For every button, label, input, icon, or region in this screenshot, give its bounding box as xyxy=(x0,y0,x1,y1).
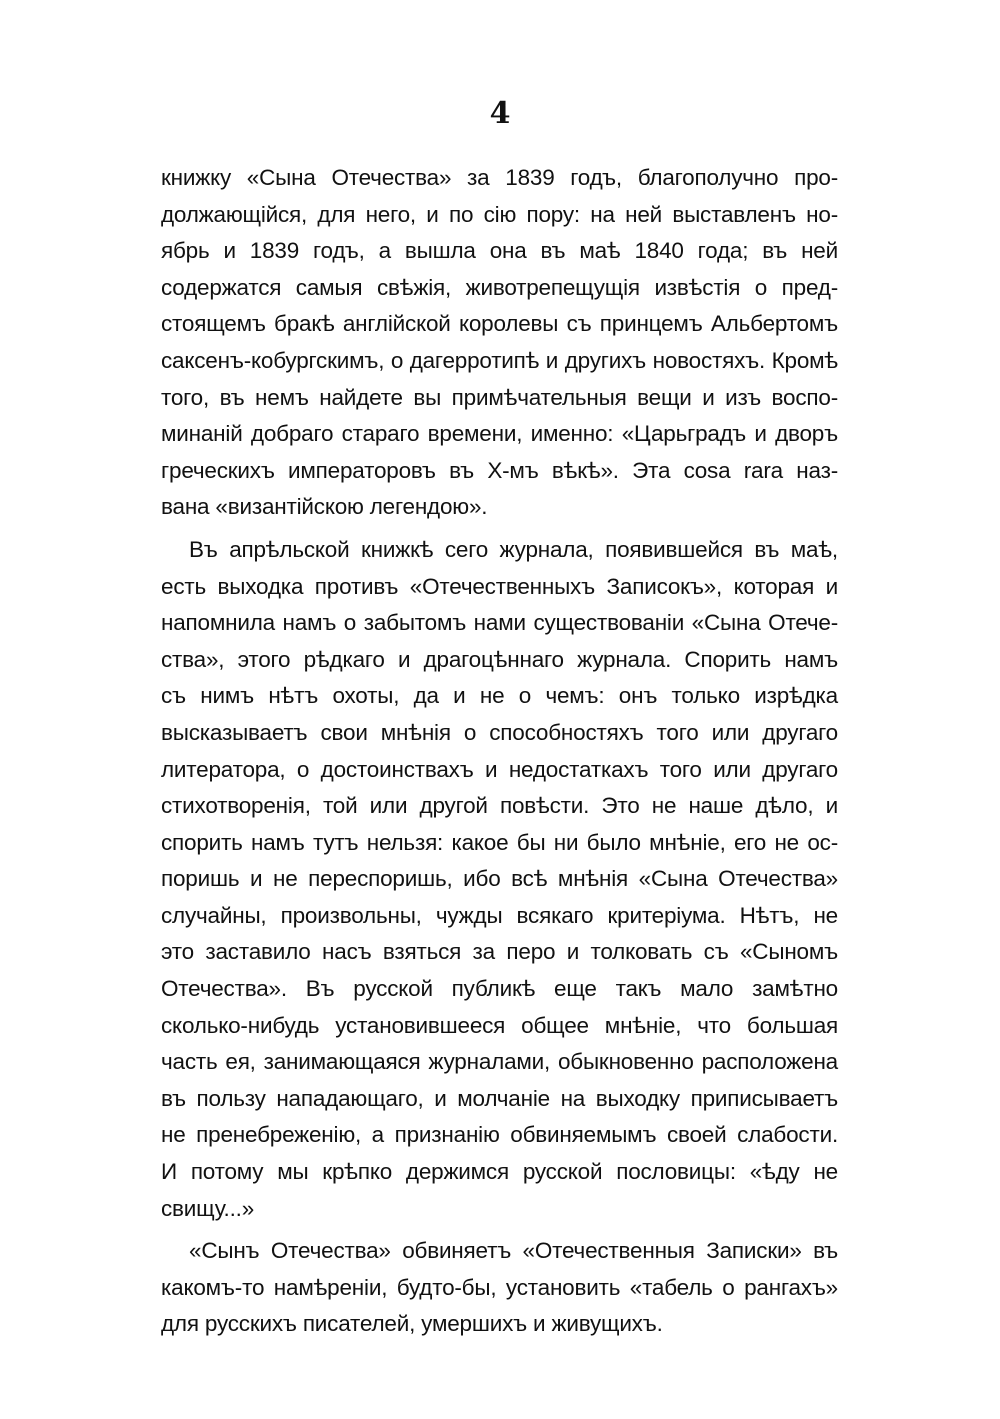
text-line: ябрь и 1839 годъ, а вышла она въ маѣ 1840 года; въ ней xyxy=(161,238,838,264)
text-line: литератора, о достоинствахъ и недостаткахъ того или другаго xyxy=(161,756,838,782)
text-line: «Сынъ Отечества» обвиняетъ «Отечественныя Записки» въ xyxy=(189,1238,838,1264)
text-line: это заставило насъ взяться за перо и толковать съ «Сыномъ xyxy=(161,939,838,965)
text-line: ства», этого рѣдкаго и драгоцѣннаго журнала. Спорить намъ xyxy=(161,646,838,672)
text-line: не пренебреженію, а признанію обвиняемымъ своей слабости. xyxy=(161,1122,838,1148)
text-line: въ пользу нападающаго, и молчаніе на выходку приписываетъ xyxy=(161,1085,838,1111)
text-line: какомъ-то намѣреніи, будто-бы, установить «табель о рангахъ» xyxy=(161,1274,838,1300)
text-line: минаній добраго стараго времени, именно: «Царьградъ и дворъ xyxy=(161,421,838,447)
text-line: саксенъ-кобургскимъ, о дагерротипѣ и другихъ новостяхъ. Кромѣ xyxy=(161,347,838,373)
body-text xyxy=(161,160,838,1343)
text-line: И потому мы крѣпко держимся русской пословицы: «ѣду не xyxy=(161,1159,838,1185)
text-line: содержатся самыя свѣжія, животрепещущія извѣстія о пред- xyxy=(161,274,838,300)
paragraph xyxy=(161,532,838,1227)
text-line: стоящемъ бракѣ англійской королевы съ принцемъ Альбертомъ xyxy=(161,311,838,337)
text-line: того, въ немъ найдете вы примѣчательныя вещи и изъ воспо- xyxy=(161,384,838,410)
text-line: свищу...» xyxy=(161,1195,255,1221)
text-line: сколько-нибудь установившееся общее мнѣніе, что большая xyxy=(161,1012,838,1038)
paragraph xyxy=(161,160,838,526)
text-line: есть выходка противъ «Отечественныхъ Записокъ», которая и xyxy=(161,573,838,599)
text-line: должающійся, для него, и по сію пору: на ней выставленъ но- xyxy=(161,201,838,227)
text-line: поришь и не переспоришь, ибо всѣ мнѣнія «Сына Отечества» xyxy=(161,866,838,892)
text-line: для русскихъ писателей, умершихъ и живущихъ. xyxy=(161,1311,663,1337)
text-line: Въ апрѣльской книжкѣ сего журнала, появившейся въ маѣ, xyxy=(189,536,838,562)
text-line: стихотворенія, той или другой повѣсти. Это не наше дѣло, и xyxy=(161,793,838,819)
text-line: книжку «Сына Отечества» за 1839 годъ, благополучно про- xyxy=(161,165,838,190)
text-line: случайны, произвольны, чужды всякаго критеріума. Нѣтъ, не xyxy=(161,902,838,928)
page-number: 4 xyxy=(489,96,511,131)
text-line: напомнила намъ о забытомъ нами существованіи «Сына Отече- xyxy=(161,610,838,636)
text-line: Отечества». Въ русской публикѣ еще такъ мало замѣтно xyxy=(161,976,838,1002)
text-line: часть ея, занимающаяся журналами, обыкновенно расположена xyxy=(161,1049,838,1075)
text-line: съ нимъ нѣтъ охоты, да и не о чемъ: онъ только изрѣдка xyxy=(161,683,838,709)
paragraph xyxy=(161,1233,838,1343)
text-line: вана «византійскою легендою». xyxy=(161,494,488,520)
text-line: спорить намъ тутъ нельзя: какое бы ни было мнѣніе, его не ос- xyxy=(161,829,838,855)
text-line: высказываетъ свои мнѣнія о способностяхъ того или другаго xyxy=(161,719,838,745)
text-line: греческихъ императоровъ въ Х-мъ вѣкѣ». Эта cosa rara наз- xyxy=(161,457,838,483)
